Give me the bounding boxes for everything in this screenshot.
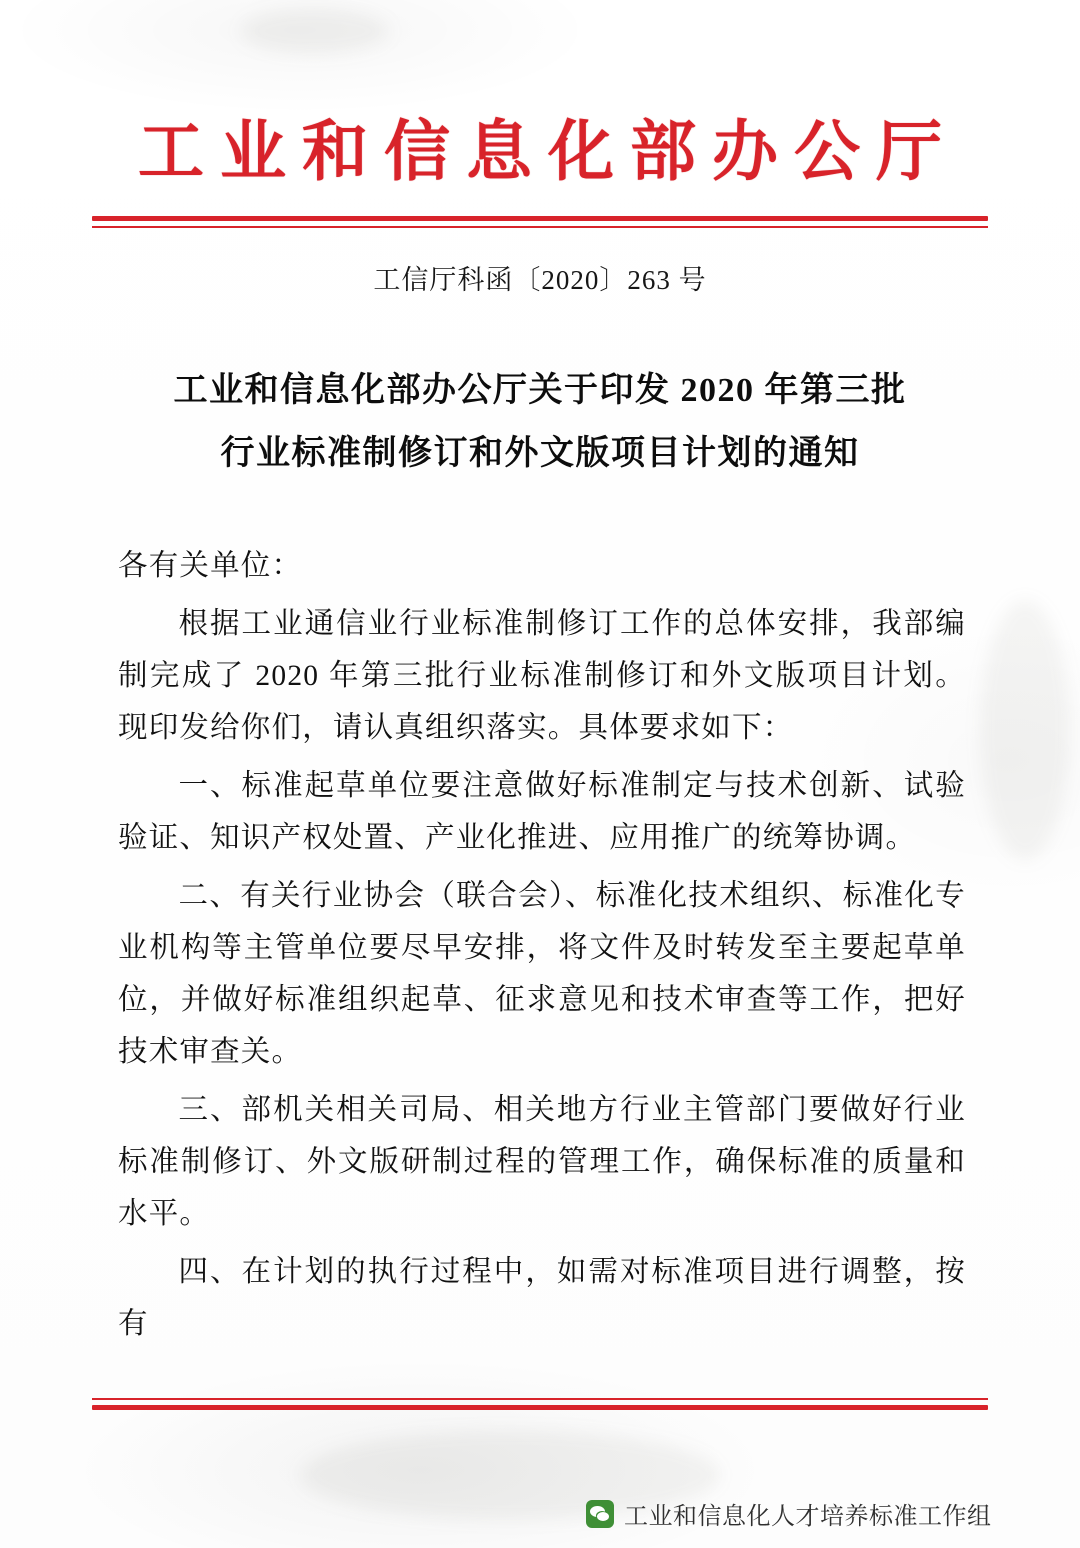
footer-divider bbox=[92, 1398, 988, 1410]
wechat-account-name: 工业和信息化人才培养标准工作组 bbox=[624, 1503, 992, 1530]
footer-divider-thick-line bbox=[92, 1405, 988, 1410]
scan-smudge bbox=[240, 8, 390, 54]
body-paragraph: 四、在计划的执行过程中，如需对标准项目进行调整，按有 bbox=[118, 1256, 966, 1340]
document-title-line-1: 工业和信息化部办公厅关于印发 2020 年第三批 bbox=[173, 372, 907, 409]
body-paragraph: 根据工业通信业行业标准制修订工作的总体安排，我部编制完成了 2020 年第三批行业标准制修订和外文版项目计划。现印发给你们，请认真组织落实。具体要求如下： bbox=[118, 608, 966, 744]
letterhead-divider bbox=[92, 216, 988, 228]
document-number: 工信厅科函〔2020〕263 号 bbox=[373, 265, 707, 295]
footer-divider-thin-line bbox=[92, 1398, 988, 1400]
salutation: 各有关单位： bbox=[118, 550, 303, 582]
wechat-watermark bbox=[586, 1496, 992, 1531]
divider-thick-line bbox=[92, 216, 988, 221]
body-paragraph: 一、标准起草单位要注意做好标准制定与技术创新、试验验证、知识产权处置、产业化推进、应用推广的统筹协调。 bbox=[118, 770, 966, 854]
document-title bbox=[120, 360, 960, 486]
document-title-line-2: 行业标准制修订和外文版项目计划的通知 bbox=[220, 434, 860, 472]
document-letterhead bbox=[0, 118, 1080, 187]
document-body bbox=[118, 540, 966, 1356]
divider-thin-line bbox=[92, 226, 988, 228]
body-paragraph: 二、有关行业协会（联合会）、标准化技术组织、标准化专业机构等主管单位要尽早安排，将文件及时转发至主要起草单位，并做好标准组织起草、征求意见和技术审查等工作，把好技术审查关。 bbox=[118, 880, 966, 1068]
wechat-icon bbox=[586, 1500, 614, 1528]
body-paragraph: 三、部机关相关司局、相关地方行业主管部门要做好行业标准制修订、外文版研制过程的管理工作，确保标准的质量和水平。 bbox=[118, 1094, 966, 1230]
scan-smudge bbox=[980, 600, 1070, 860]
issuer-title: 工业和信息化部办公厅 bbox=[138, 116, 958, 189]
